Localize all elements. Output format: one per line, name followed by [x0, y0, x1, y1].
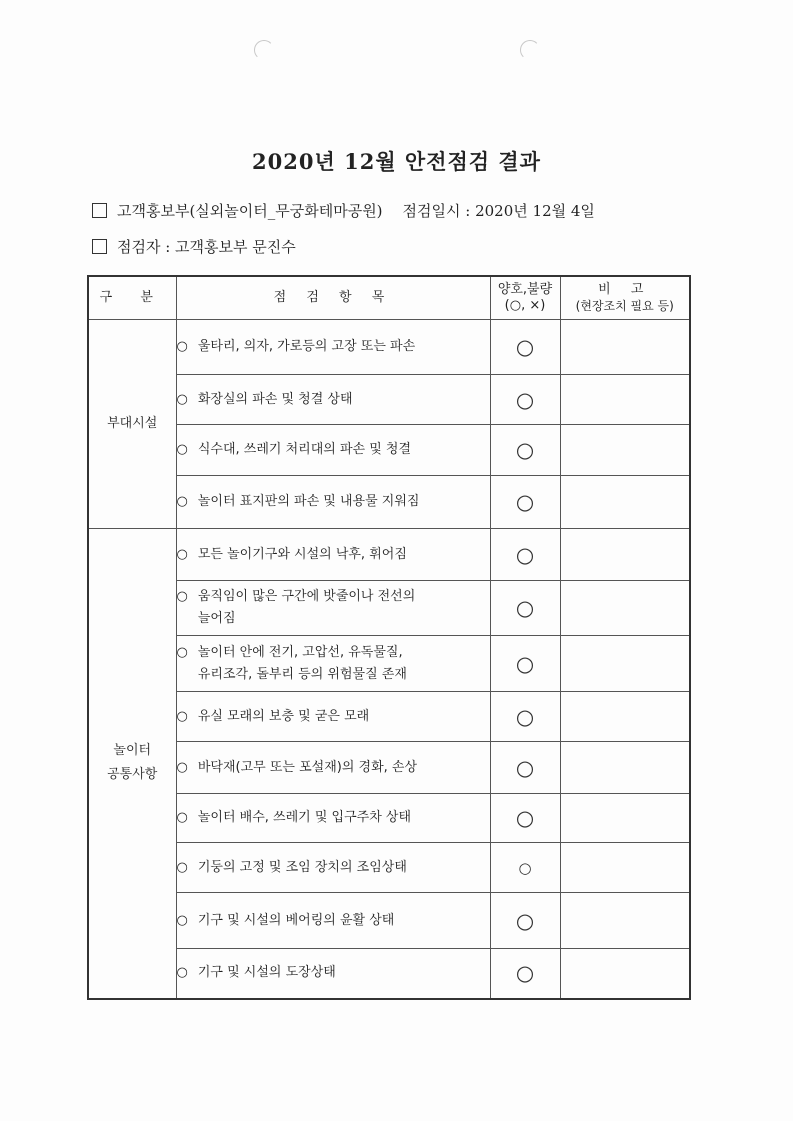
punch-hole-left — [254, 40, 274, 60]
handwritten-mark: ○ — [515, 961, 535, 986]
handwritten-mark: ○ — [515, 908, 535, 933]
note-cell — [560, 320, 690, 375]
header-note-sub: (현장조치 필요 등) — [575, 299, 674, 313]
handwritten-mark: ○ — [515, 335, 535, 359]
result-cell — [490, 893, 560, 949]
inspection-table — [87, 275, 691, 1000]
item-cell: ○ 화장실의 파손 및 청결 상태 — [176, 375, 490, 425]
result-cell — [490, 636, 560, 692]
org-text: 고객홍보부(실외놀이터_무궁화테마공원) — [117, 202, 383, 220]
item-cell: ○ 놀이터 배수, 쓰레기 및 입구주차 상태 — [176, 794, 490, 843]
note-cell — [560, 893, 690, 949]
item-cell: ○ 기둥의 고정 및 조임 장치의 조임상태 — [176, 843, 490, 893]
note-cell — [560, 529, 690, 581]
table-row — [88, 692, 690, 742]
table-row — [88, 581, 690, 636]
item-cell: ○ 움직임이 많은 구간에 밧줄이나 전선의 늘어짐 — [176, 581, 490, 636]
table-row — [88, 529, 690, 581]
info-org-line — [92, 200, 595, 221]
table-row — [88, 636, 690, 692]
header-note — [560, 276, 690, 320]
note-cell — [560, 794, 690, 843]
table-row — [88, 893, 690, 949]
note-cell — [560, 949, 690, 999]
handwritten-mark: ○ — [515, 387, 535, 412]
inspection-date: 점검일시 : 2020년 12월 4일 — [402, 202, 595, 220]
result-cell — [490, 529, 560, 581]
table-row — [88, 949, 690, 999]
note-cell — [560, 581, 690, 636]
result-cell — [490, 581, 560, 636]
table-row — [88, 742, 690, 794]
header-category: 구 분 — [88, 276, 176, 320]
result-cell — [490, 692, 560, 742]
header-result-label: 양호,불량 — [497, 282, 553, 297]
handwritten-mark: ○ — [515, 596, 535, 620]
table-row — [88, 843, 690, 893]
checkbox-icon — [92, 203, 107, 218]
handwritten-mark: ○ — [515, 704, 535, 729]
item-cell: ○ 식수대, 쓰레기 처리대의 파손 및 청결 — [176, 425, 490, 476]
info-inspector-line — [92, 236, 296, 257]
punch-hole-right — [520, 40, 540, 60]
result-cell — [490, 949, 560, 999]
result-cell — [490, 843, 560, 893]
note-cell — [560, 476, 690, 529]
table-row — [88, 794, 690, 843]
table-row — [88, 375, 690, 425]
document-title: 2020년 12월 안전점검 결과 — [252, 149, 541, 174]
note-cell — [560, 742, 690, 794]
result-cell — [490, 375, 560, 425]
item-cell: ○ 놀이터 안에 전기, 고압선, 유독물질, 유리조각, 돌부리 등의 위험물질 존재 — [176, 636, 490, 692]
category-cell: 놀이터 공통사항 — [88, 529, 176, 999]
category-cell: 부대시설 — [88, 320, 176, 529]
note-cell — [560, 636, 690, 692]
item-cell: ○ 유실 모래의 보충 및 굳은 모래 — [176, 692, 490, 742]
table-row — [88, 320, 690, 375]
table-row — [88, 476, 690, 529]
item-cell: ○ 바닥재(고무 또는 포설재)의 경화, 손상 — [176, 742, 490, 794]
header-note-label: 비 고 — [598, 282, 652, 297]
note-cell — [560, 843, 690, 893]
handwritten-mark: ○ — [515, 806, 535, 830]
handwritten-mark: ○ — [515, 438, 535, 462]
item-cell: ○ 울타리, 의자, 가로등의 고장 또는 파손 — [176, 320, 490, 375]
checkbox-icon — [92, 239, 107, 254]
note-cell — [560, 425, 690, 476]
handwritten-mark: ○ — [515, 542, 535, 567]
result-cell — [490, 425, 560, 476]
handwritten-mark: ○ — [515, 490, 535, 514]
table-row — [88, 425, 690, 476]
result-cell — [490, 742, 560, 794]
inspector-text: 점검자 : 고객홍보부 문진수 — [117, 238, 296, 256]
handwritten-mark: ○ — [515, 651, 535, 676]
item-cell: ○ 기구 및 시설의 베어링의 윤활 상태 — [176, 893, 490, 949]
item-cell: ○ 놀이터 표지판의 파손 및 내용물 지워짐 — [176, 476, 490, 529]
note-cell — [560, 692, 690, 742]
result-cell — [490, 320, 560, 375]
handwritten-mark: ○ — [515, 755, 535, 780]
handwritten-mark: ○ — [518, 858, 532, 877]
header-result-sub: (○, ×) — [504, 298, 546, 313]
table-header-row — [88, 276, 690, 320]
header-result — [490, 276, 560, 320]
header-item: 점 검 항 목 — [176, 276, 490, 320]
result-cell — [490, 476, 560, 529]
item-cell: ○ 모든 놀이기구와 시설의 낙후, 휘어짐 — [176, 529, 490, 581]
result-cell — [490, 794, 560, 843]
item-cell: ○ 기구 및 시설의 도장상태 — [176, 949, 490, 999]
note-cell — [560, 375, 690, 425]
